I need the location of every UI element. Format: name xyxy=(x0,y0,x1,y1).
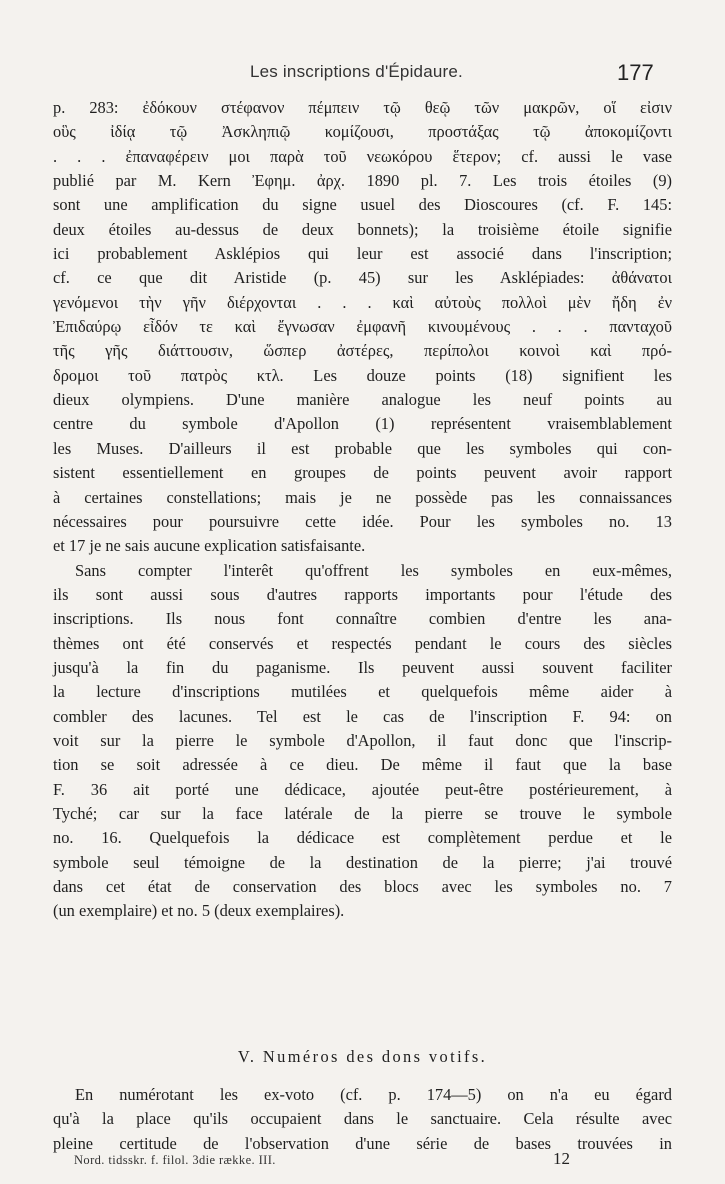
text-line: centre du symbole d'Apollon (1) représentent vraisemblablement xyxy=(53,414,672,434)
text-line: dieux olympiens. D'une manière analogue les neuf points au xyxy=(53,390,672,410)
text-line: οὓς ἰδίᾳ τῷ Ἀσκληπιῷ κομίζουσι, προστάξας τῷ ἀποκομίζοντι xyxy=(53,122,672,142)
text-line: cf. ce que dit Aristide (p. 45) sur les Asklépiades: ἀθάνατοι xyxy=(53,268,672,288)
page-number: 177 xyxy=(617,60,654,85)
journal-footer: Nord. tidsskr. f. filol. 3die række. III. xyxy=(74,1153,276,1167)
text-line: et 17 je ne sais aucune explication satisfaisante. xyxy=(53,536,366,556)
text-line: p. 283: ἐδόκουν στέφανον πέμπειν τῷ θεῷ τῶν μακρῶν, οἵ εἰσιν xyxy=(53,98,672,117)
text-line: En numérotant les ex-voto (cf. p. 174—5) on n'a eu égard xyxy=(75,1085,672,1104)
text-line: qu'à la place qu'ils occupaient dans le sanctuaire. Cela résulte avec xyxy=(53,1109,672,1129)
section-text xyxy=(53,1083,672,1156)
body-text xyxy=(53,96,672,924)
text-line: publié par M. Kern Ἐφημ. ἀρχ. 1890 pl. 7. Les trois étoiles (9) xyxy=(53,171,672,191)
text-line: Ἐπιδαύρῳ εἶδόν τε καὶ ἔγνωσαν ἐμφανῆ κινουμένους . . . πανταχοῦ xyxy=(53,317,672,337)
text-line: combler des lacunes. Tel est le cas de l'inscription F. 94: on xyxy=(53,706,672,726)
section-heading: V. Numéros des dons votifs. xyxy=(237,1047,488,1066)
text-line: no. 16. Quelquefois la dédicace est complètement perdue et le xyxy=(53,828,672,848)
text-line: inscriptions. Ils nous font connaître combien d'entre les ana- xyxy=(53,609,672,629)
text-line: Tyché; car sur la face latérale de la pierre se trouve le symbole xyxy=(53,803,672,823)
text-line: ici probablement Asklépios qui leur est associé dans l'inscription; xyxy=(53,244,672,264)
text-line: sont une amplification du signe usuel des Dioscoures (cf. F. 145: xyxy=(53,195,672,215)
text-line: τῆς γῆς διάττουσιν, ὥσπερ ἀστέρες, περίπολοι κοινοὶ καὶ πρό- xyxy=(53,341,672,361)
text-line: Sans compter l'interêt qu'offrent les symboles en eux-mêmes, xyxy=(75,560,672,580)
text-line: thèmes ont été conservés et respectés pendant le cours des siècles xyxy=(53,633,672,653)
text-line: γενόμενοι τὴν γῆν διέρχονται . . . καὶ αὐτοὺς πολλοὶ μὲν ἤδη ἐν xyxy=(53,292,672,312)
text-line: les Muses. D'ailleurs il est probable que les symboles qui con- xyxy=(53,438,672,458)
text-line: (un exemplaire) et no. 5 (deux exemplaires). xyxy=(53,901,345,921)
text-line: la lecture d'inscriptions mutilées et quelquefois même aider à xyxy=(53,682,672,702)
text-line: nécessaires pour poursuivre cette idée. Pour les symboles no. 13 xyxy=(53,511,672,531)
text-line: jusqu'à la fin du paganisme. Ils peuvent aussi souvent faciliter xyxy=(53,657,672,677)
text-line: tion se soit adressée à ce dieu. De même il faut que la base xyxy=(53,755,672,775)
text-line: symbole seul témoigne de la destination de la pierre; j'ai trouvé xyxy=(53,852,672,872)
text-line: sistent essentiellement en groupes de points peuvent avoir rapport xyxy=(53,463,672,483)
signature-mark: 12 xyxy=(553,1149,570,1168)
text-line: δρομοι τοῦ πατρὸς κτλ. Les douze points (18) signifient les xyxy=(53,365,672,385)
running-title: Les inscriptions d'Épidaure. xyxy=(250,62,463,81)
text-line: deux étoiles au-dessus de deux bonnets); la troisième étoile signifie xyxy=(53,219,672,239)
text-line: pleine certitude de l'observation d'une série de bases trouvées in xyxy=(53,1133,672,1153)
text-line: F. 36 ait porté une dédicace, ajoutée peut-être postérieurement, à xyxy=(53,779,672,799)
text-line: ils sont aussi sous d'autres rapports importants pour l'étude des xyxy=(53,584,672,604)
text-line: . . . ἐπαναφέρειν μοι παρὰ τοῦ νεωκόρου ἕτερον; cf. aussi le vase xyxy=(53,146,672,166)
text-line: dans cet état de conservation des blocs avec les symboles no. 7 xyxy=(53,877,672,896)
text-line: voit sur la pierre le symbole d'Apollon, il faut donc que l'inscrip- xyxy=(53,730,672,750)
text-line: à certaines constellations; mais je ne possède pas les connaissances xyxy=(53,487,672,507)
